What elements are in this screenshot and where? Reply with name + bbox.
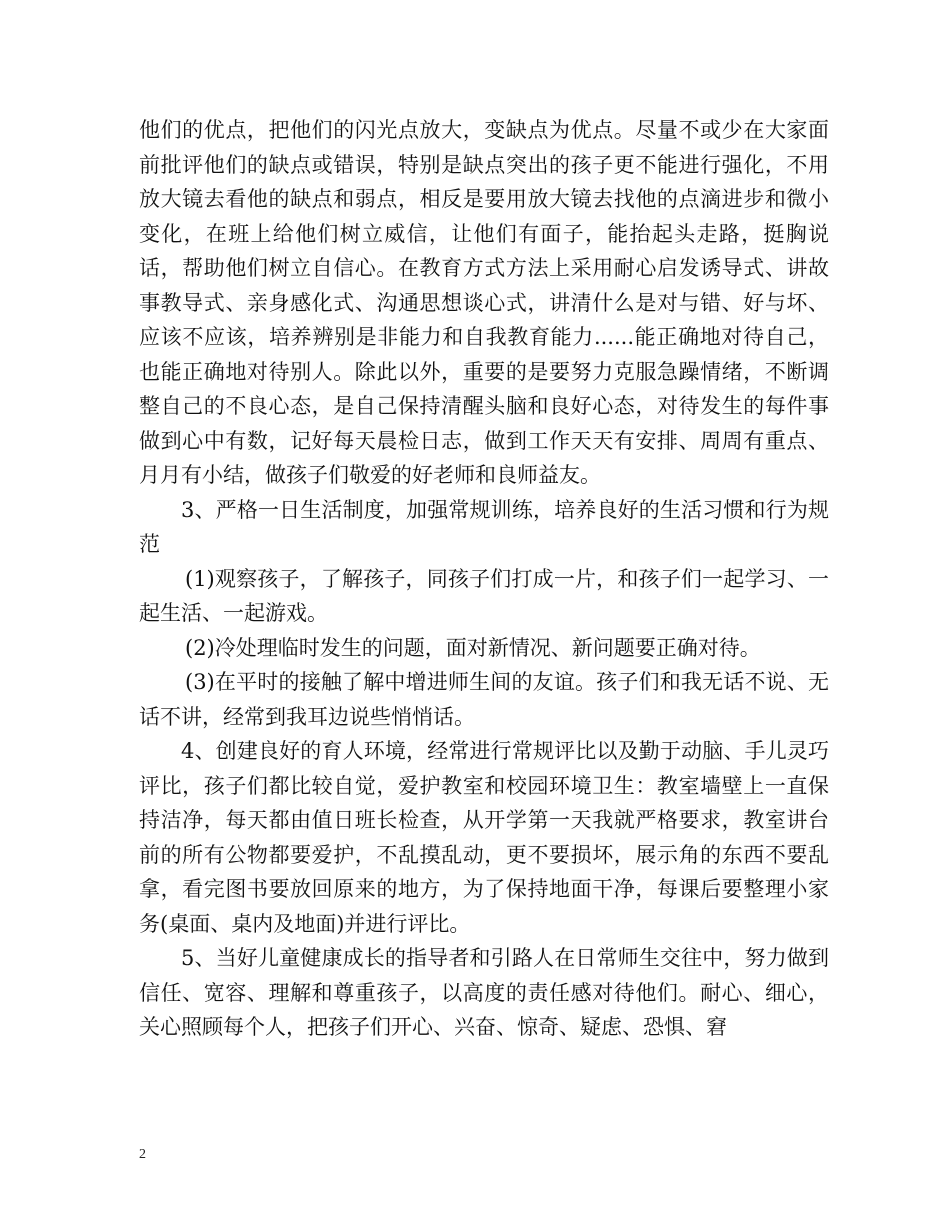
paragraph-item-4: 4、创建良好的育人环境，经常进行常规评比以及勤于动脑、手儿灵巧评比，孩子们都比较自觉，爱护教室和校园环境卫生：教室墙壁上一直保持洁净，每天都由值日班长检查，从开学第一天我就严格要求，教室讲台前的所有公物都要爱护，不乱摸乱动，更不要损坏，展示角的东西不要乱拿，看完图书要放回原来的地方，为了保持地面干净，每课后要整理小家务(桌面、桌内及地面)并进行评比。 [139,739,829,936]
paragraph-sub-3: (3)在平时的接触了解中增进师生间的友谊。孩子们和我无话不说、无话不讲，经常到我耳边说些悄悄话。 [139,670,829,729]
paragraph-sub-2: (2)冷处理临时发生的问题，面对新情况、新问题要正确对待。 [185,635,761,660]
page-number: 2 [139,1147,146,1162]
paragraph-continued: 他们的优点，把他们的闪光点放大，变缺点为优点。尽量不或少在大家面前批评他们的缺点或错误，特别是缺点突出的孩子更不能进行强化，不用放大镜去看他的缺点和弱点，相反是要用放大镜去找他的点滴进步和微小变化，在班上给他们树立威信，让他们有面子，能抬起头走路，挺胸说话，帮助他们树立自信心。在教育方式方法上采用耐心启发诱导式、讲故事教导式、亲身感化式、沟通思想谈心式，讲清什么是对与错、好与坏、应该不应该，培养辨别是非能力和自我教育能力......能正确地对待自己，也能正确地对待别人。除此以外，重要的是要努力克服急躁情绪，不断调整自己的不良心态，是自己保持清醒头脑和良好心态，对待发生的每件事做到心中有数，记好每天晨检日志，做到工作天天有安排、周周有重点、月月有小结，做孩子们敬爱的好老师和良师益友。 [139,118,829,487]
body-text [139,113,829,1045]
paragraph-item-5: 5、当好儿童健康成长的指导者和引路人在日常师生交往中，努力做到信任、宽容、理解和尊重孩子，以高度的责任感对待他们。耐心、细心，关心照顾每个人，把孩子们开心、兴奋、惊奇、疑虑、恐惧、窘 [139,946,829,1039]
paragraph-item-3: 3、严格一日生活制度，加强常规训练，培养良好的生活习惯和行为规范 [139,497,829,556]
paragraph-sub-1: (1)观察孩子，了解孩子，同孩子们打成一片，和孩子们一起学习、一起生活、一起游戏。 [139,566,829,625]
